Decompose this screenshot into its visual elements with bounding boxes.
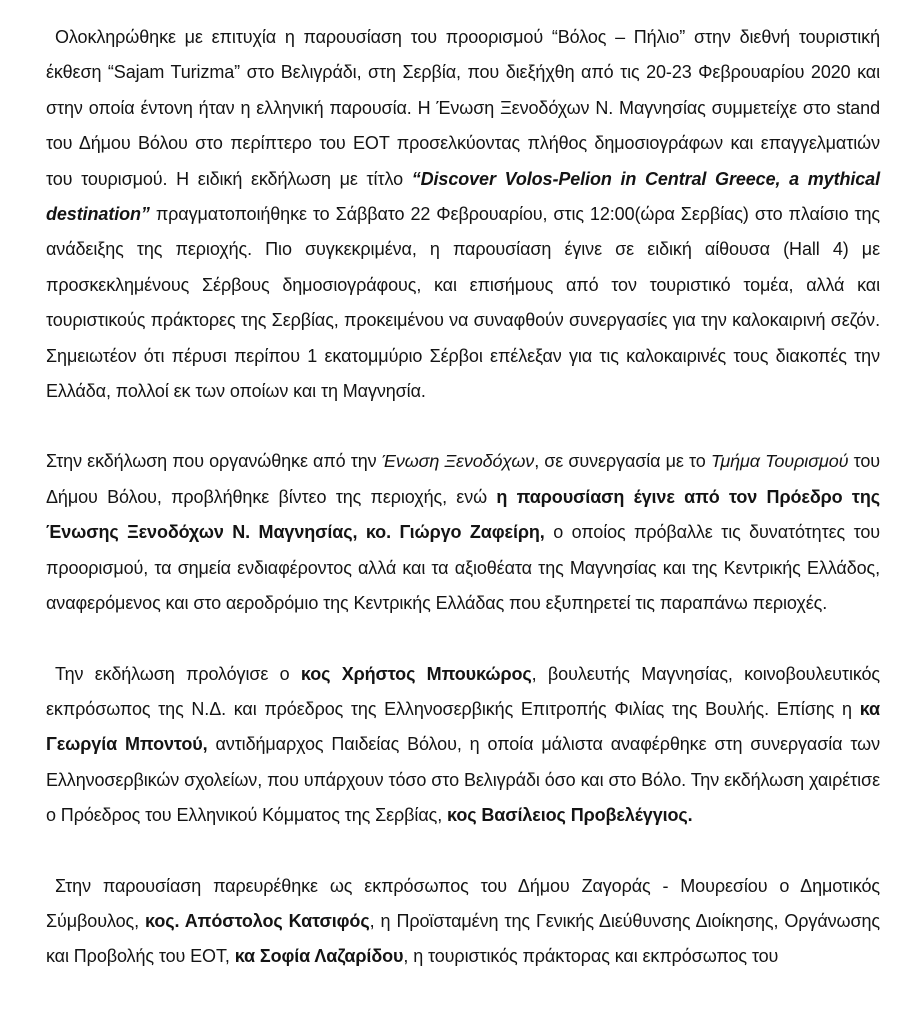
paragraph [46,657,880,834]
text-run: , βουλευτής Μαγνησίας, κοινοβουλευτικός εκπρόσωπος της Ν.Δ. και πρόεδρος της Ελληνοσερβικής Επιτροπής Φιλίας της Βουλής. Επίσης η [46,663,881,719]
text-run: κα Σοφία Λαζαρίδου [234,946,404,967]
text-run: πραγματοποιήθηκε το Σάββατο 22 Φεβρουαρίου, στις 12:00(ώρα Σερβίας) στο πλαίσιο της ανάδειξης της περιοχής. Πιο συγκεκριμένα, η παρουσίαση έγινε σε ειδική αίθουσα (Hall 4) με προσκεκλημένους Σέρβους δημοσιογράφους, και επισήμους από τον τουριστικό τομέα, αλλά και τουριστικούς πράκτορες της Σερβίας, προκειμένου να συναφθούν συνεργασίες για την καλοκαιρινή σεζόν. Σημειωτέον ότι πέρυσι περίπου 1 εκατομμύριο Σέρβοι επέλεξαν για τις καλοκαιρινές τους διακοπές την Ελλάδα, πολλοί εκ των οποίων και τη Μαγνησία. [46,204,880,402]
text-run: Τμήμα Τουρισμού [710,451,849,472]
text-run: , σε συνεργασία με το [534,451,711,472]
text-run: , η Προϊσταμένη της Γενικής Διεύθυνσης Διοίκησης, Οργάνωσης και Προβολής του ΕΟΤ, [46,910,880,967]
text-run: η παρουσίαση έγινε από τον Πρόεδρο της Ένωσης Ξενοδόχων Ν. Μαγνησίας, κο. Γιώργο Ζαφείρη, [46,486,880,543]
text-run: Ένωση Ξενοδόχων [381,451,535,472]
text-run: Στην εκδήλωση που οργανώθηκε από την [46,451,382,472]
text-run: Ολοκληρώθηκε με επιτυχία η παρουσίαση του προορισμού “Βόλος – Πήλιο” στην διεθνή τουριστική έκθεση “Sajam Turizma” στο Βελιγράδι, στη Σερβία, που διεξήχθη από τις 20-23 Φεβρουαρίου 2020 και στην οποία έντονη ήταν η ελληνική παρουσία. Η Ένωση Ξενοδόχων Ν. Μαγνησίας συμμετείχε στο stand του Δήμου Βόλου στο περίπτερο του ΕΟΤ προσελκύοντας πλήθος δημοσιογράφων και επαγγελματιών του τουρισμού. Η ειδική εκδήλωση με τίτλο [46,27,880,189]
text-run: , η τουριστικός πράκτορας και εκπρόσωπος του [403,946,779,967]
text-run: κος Χρήστος Μπουκώρος [300,663,532,684]
text-run: του Δήμου Βόλου, προβλήθηκε βίντεο της περιοχής, ενώ [46,451,881,507]
paragraph [46,20,880,409]
text-run: “Discover Volos-Pelion in Central Greece, a mythical destination” [46,168,880,225]
paragraph [46,444,880,621]
text-run: ο οποίος πρόβαλλε τις δυνατότητες του προορισμού, τα σημεία ενδιαφέροντος αλλά και τα αξιοθέατα της Μαγνησίας και της Κεντρικής Ελλάδος, αναφερόμενος και στο αεροδρόμιο της Κεντρικής Ελλάδας που εξυπηρετεί τις παραπάνω περιοχές. [46,522,880,614]
text-run: Στην παρουσίαση παρευρέθηκε ως εκπρόσωπος του Δήμου Ζαγοράς - Μουρεσίου ο Δημοτικός Σύμβουλος, [46,875,880,931]
document-body [46,20,880,975]
text-run: κα Γεωργία Μποντού, [46,698,880,755]
text-run: κος. Απόστολος Κατσιφός [145,910,370,931]
text-run: Την εκδήλωση προλόγισε ο [55,663,301,684]
text-run: κος Βασίλειος Προβελέγγιος. [447,805,693,826]
paragraph [46,869,880,975]
text-run: αντιδήμαρχος Παιδείας Βόλου, η οποία μάλιστα αναφέρθηκε στη συνεργασία των Ελληνοσερβικών σχολείων, που υπάρχουν τόσο στο Βελιγράδι όσο και στο Βόλο. Την εκδήλωση χαιρέτισε ο Πρόεδρος του Ελληνικού Κόμματος της Σερβίας, [46,734,881,826]
